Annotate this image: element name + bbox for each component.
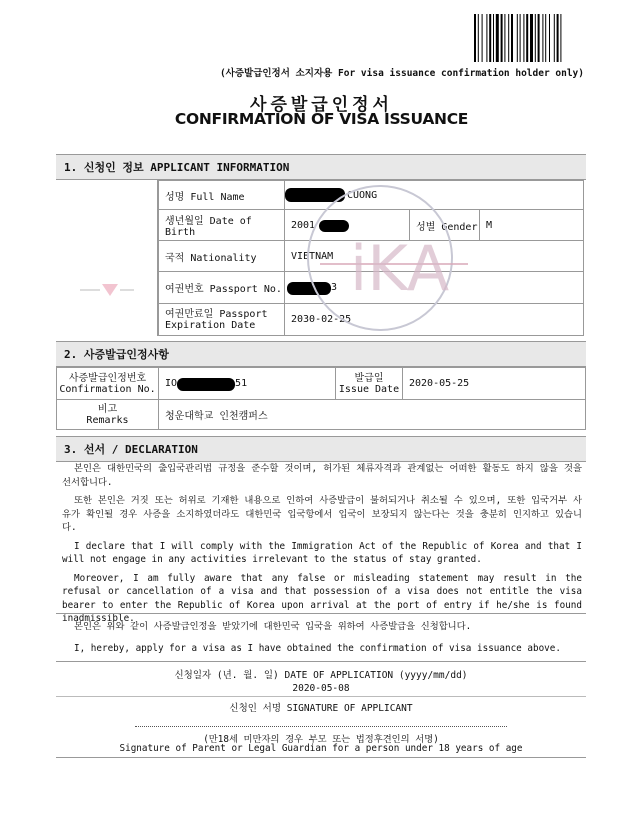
confirmation-number-label-en: Confirmation No. <box>59 383 156 395</box>
guardian-note-korean: (만18세 미만자의 경우 부모 또는 법정후견인의 서명) <box>203 734 439 745</box>
signature-line <box>135 726 507 727</box>
guardian-note-english: Signature of Parent or Legal Guardian for a person under 18 years of age <box>119 743 523 754</box>
barcode <box>474 14 582 62</box>
remarks-label <box>56 399 159 430</box>
declaration-text <box>62 462 582 631</box>
page-title-korean: 사증발급인정서 <box>250 95 393 115</box>
divider <box>56 696 586 697</box>
page-title-english: CONFIRMATION OF VISA ISSUANCE <box>174 110 469 128</box>
expiry-value: 2030-02-25 <box>284 303 584 336</box>
confirmation-table <box>56 367 586 431</box>
confirmation-number-label-ko: 사증발급인정번호 <box>68 372 147 384</box>
confirmation-number-prefix: IO <box>165 378 178 389</box>
confirmation-number-cell <box>158 367 336 400</box>
expiry-label-line1: 여권만료일 Passport <box>165 308 268 320</box>
issue-date-label-ko: 발급일 <box>354 372 384 384</box>
confirmation-number-label <box>56 367 159 400</box>
signature-label: 신청인 서명 SIGNATURE OF APPLICANT <box>229 703 413 714</box>
holder-note: (사증발급인정서 소지자용 For visa issuance confirmation holder only) <box>219 68 584 79</box>
issue-date-label <box>335 367 403 400</box>
remarks-label-ko: 비고 <box>97 403 118 415</box>
application-paragraph: I, hereby, apply for a visa as I have obtained the confirmation of visa issuance above. <box>74 642 561 654</box>
declaration-section-title: 3. 선서 / DECLARATION <box>56 436 586 462</box>
dob-value: 2001 <box>291 219 316 231</box>
remarks-label-en: Remarks <box>86 414 129 426</box>
gender-value: M <box>479 209 584 241</box>
remarks-value: 청운대학교 인천캠퍼스 <box>158 399 586 430</box>
declaration-paragraph: I declare that I will comply with the Immigration Act of the Republic of Korea and that I will not engage in any activities irrelevant to the status of stay granted. <box>62 540 582 565</box>
expiry-label-line2: Expiration Date <box>165 319 256 331</box>
redaction-mark <box>177 378 235 391</box>
expiry-label <box>158 303 285 336</box>
dob-label: 생년월일 Date of Birth <box>158 209 285 241</box>
applicant-section-title: 1. 신청인 정보 APPLICANT INFORMATION <box>56 154 586 180</box>
confirmation-section-title: 2. 사증발급인정사항 <box>56 341 586 367</box>
application-text <box>62 620 582 660</box>
divider <box>56 757 586 758</box>
confirmation-number-suffix: 51 <box>235 378 248 389</box>
declaration-paragraph: 또한 본인은 거짓 또는 허위로 기재한 내용으로 인하여 사증발급이 불허되거나 취소될 수 있으며, 또한 입국거부 사유가 확인될 경우 사증을 소지하였더라도 대한민국 입국항에서 입국이 보장되지 않는다는 것을 충분히 인지하고 있습니다. <box>62 495 582 533</box>
photo-area <box>56 180 158 336</box>
name-value: CUONG <box>347 189 378 201</box>
passport-label: 여권번호 Passport No. <box>158 271 285 304</box>
issue-date-value: 2020-05-25 <box>402 367 586 400</box>
passport-value: 3 <box>331 282 338 293</box>
nationality-label: 국적 Nationality <box>158 240 285 272</box>
divider <box>56 661 586 662</box>
declaration-paragraph: Moreover, I am fully aware that any false or misleading statement may result in the refusal or cancellation of a visa and that possession of a visa does not entitle the visa bearer to enter the Republic of Korea upon arrival at the port of entry if he/she is found inadmissible. <box>62 572 582 624</box>
watermark-seal <box>290 178 470 338</box>
watermark-text: iKA <box>350 232 450 305</box>
photo-placeholder-icon <box>76 276 136 306</box>
nationality-value: VIETNAM <box>284 240 584 272</box>
name-label: 성명 Full Name <box>158 180 285 210</box>
declaration-paragraph: 본인은 대한민국의 출입국관리법 규정을 준수할 것이며, 허가된 체류자격과 관계없는 어떠한 활동도 하지 않을 것을 선서합니다. <box>62 463 582 488</box>
application-date-value: 2020-05-08 <box>292 683 350 694</box>
application-paragraph: 본인은 위와 같이 사증발급인정을 받았기에 대한민국 입국을 위하여 사증발급을 신청합니다. <box>74 621 472 632</box>
issue-date-label-en: Issue Date <box>338 383 400 395</box>
application-date-label: 신청일자 (년. 월. 일) DATE OF APPLICATION (yyyy/mm/dd) <box>174 670 468 681</box>
divider <box>56 613 586 614</box>
gender-label: 성별 Gender <box>409 209 480 241</box>
